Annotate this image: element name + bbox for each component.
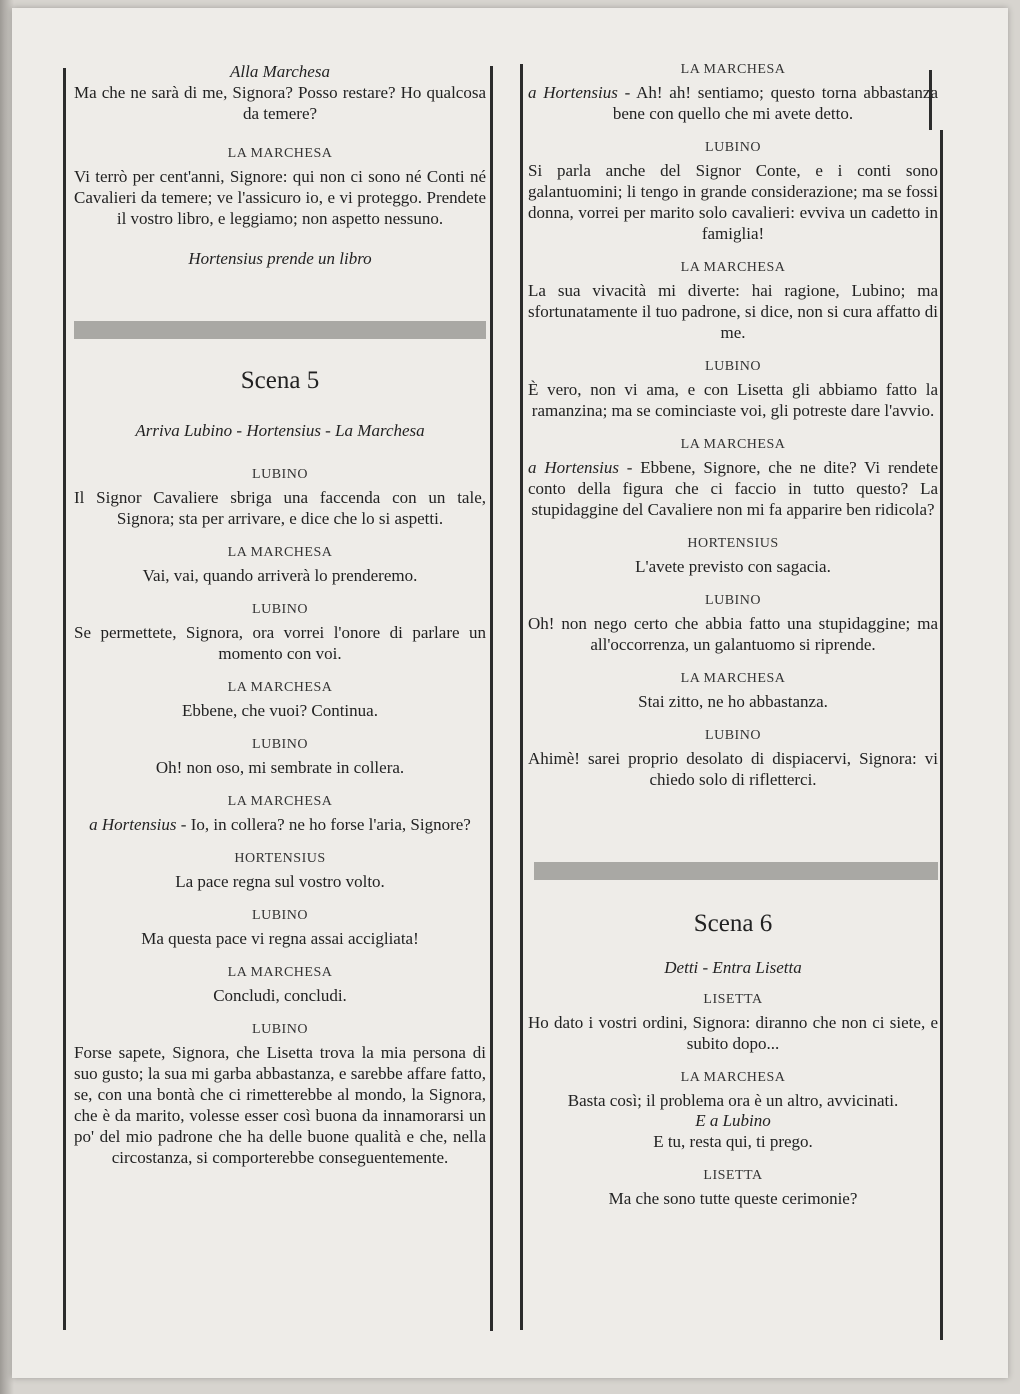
speaker-name: LISETTA: [703, 992, 763, 1007]
dialogue-line: Oh! non nego certo che abbia fatto una stupidaggine; ma all'occorrenza, un galantuomo si riprende.: [528, 614, 938, 654]
scene-divider-band: [74, 321, 486, 339]
scene-characters: Arriva Lubino - Hortensius - La Marchesa: [135, 421, 425, 440]
speaker-name: LA MARCHESA: [227, 146, 333, 161]
dialogue-text: - Ebbene, Signore, che ne dite? Vi rendete conto della figura che ci faccio in tutto questo? La stupidaggine del Cavaliere non mi fa apparire ben ridicola?: [528, 458, 938, 519]
stage-direction: Hortensius prende un libro: [188, 249, 372, 268]
speaker-name: LA MARCHESA: [680, 1070, 786, 1085]
speaker-name: LA MARCHESA: [680, 437, 786, 452]
dialogue-line: Oh! non oso, mi sembrate in collera.: [155, 758, 405, 777]
scene-characters: Detti - Entra Lisetta: [664, 958, 802, 977]
stage-direction: Alla Marchesa: [230, 62, 330, 81]
dialogue-line: Ahimè! sarei proprio desolato di dispiacervi, Signora: vi chiedo solo di rifletterci.: [528, 749, 938, 789]
dialogue-line: Ebbene, che vuoi? Continua.: [182, 701, 378, 720]
aside-direction: a Hortensius: [528, 83, 618, 102]
left-column: [74, 62, 486, 1184]
speaker-name: LUBINO: [252, 737, 308, 752]
dialogue-line: Concludi, concludi.: [213, 986, 347, 1005]
aside-direction: E a Lubino: [695, 1111, 771, 1130]
speaker-name: LA MARCHESA: [227, 680, 333, 695]
dialogue-line: Ho dato i vostri ordini, Signora: diranno che non ci siete, e subito dopo...: [528, 1013, 938, 1053]
speaker-name: LISETTA: [703, 1168, 763, 1183]
aside-direction: a Hortensius: [528, 458, 619, 477]
dialogue-line: Basta così; il problema ora è un altro, avvicinati.: [567, 1091, 899, 1110]
speaker-name: HORTENSIUS: [687, 536, 779, 551]
dialogue-text: - Ah! ah! sentiamo; questo torna abbastanza bene con quello che mi avete detto.: [612, 83, 938, 123]
dialogue-line: Il Signor Cavaliere sbriga una faccenda con un tale, Signora; sta per arrivare, e dice che lo si aspetti.: [74, 488, 486, 528]
scene-title: Scena 6: [693, 910, 773, 937]
dialogue-line: Forse sapete, Signora, che Lisetta trova la mia persona di suo gusto; la sua mi garba abbastanza, e sarebbe affare fatto, se, con una bontà che ci rimetterebbe al mondo, la Signora, che è da marito, volesse esser così buona da innamorarsi un po' del mio padrone che ha delle buone qualità e che, nella circostanza, si comporterebbe conseguentemente.: [74, 1043, 486, 1167]
dialogue-line: Vai, vai, quando arriverà lo prenderemo.: [142, 566, 418, 585]
dialogue-line: Se permettete, Signora, ora vorrei l'onore di parlare un momento con voi.: [74, 623, 486, 663]
speaker-name: LA MARCHESA: [227, 965, 333, 980]
speaker-name: LA MARCHESA: [227, 794, 333, 809]
speaker-name: LUBINO: [252, 467, 308, 482]
dialogue-line: [528, 457, 938, 520]
scene-divider-band: [534, 862, 938, 880]
dialogue-line: [74, 814, 486, 835]
speaker-name: LA MARCHESA: [680, 671, 786, 686]
speaker-name: LUBINO: [705, 140, 761, 155]
dialogue-line: La pace regna sul vostro volto.: [175, 872, 385, 891]
dialogue-line: Ma che sono tutte queste cerimonie?: [608, 1189, 858, 1208]
right-column-rule-right: [940, 130, 943, 1340]
aside-direction: a Hortensius: [89, 815, 177, 834]
dialogue-line: Ma questa pace vi regna assai accigliata!: [141, 929, 419, 948]
speaker-name: LUBINO: [705, 728, 761, 743]
speaker-name: LA MARCHESA: [680, 260, 786, 275]
speaker-name: LUBINO: [252, 602, 308, 617]
speaker-name: HORTENSIUS: [234, 851, 326, 866]
scene-title: Scena 5: [240, 367, 320, 394]
dialogue-line: L'avete previsto con sagacia.: [635, 557, 831, 576]
speaker-name: LA MARCHESA: [227, 545, 333, 560]
right-column: [528, 62, 938, 1225]
speaker-name: LUBINO: [252, 1022, 308, 1037]
dialogue-line: È vero, non vi ama, e con Lisetta gli abbiamo fatto la ramanzina; ma se cominciaste voi, gli potreste dare l'avvio.: [528, 380, 938, 420]
left-column-rule-left: [63, 68, 66, 1330]
dialogue-line: La sua vivacità mi diverte: hai ragione, Lubino; ma sfortunatamente il tuo padrone, si dice, non si cura affatto di me.: [528, 281, 938, 342]
dialogue-text: - Io, in collera? ne ho forse l'aria, Signore?: [176, 815, 471, 834]
speaker-name: LUBINO: [705, 593, 761, 608]
left-column-rule-right: [490, 66, 493, 1331]
dialogue-line: Stai zitto, ne ho abbastanza.: [638, 692, 828, 711]
speaker-name: LUBINO: [252, 908, 308, 923]
right-column-rule-left: [520, 64, 523, 1330]
dialogue-line: Vi terrò per cent'anni, Signore: qui non ci sono né Conti né Cavalieri da temere; ve l'assicuro io, e vi proteggo. Prendete il vostro libro, e leggiamo; non aspetto nessuno.: [74, 167, 486, 228]
dialogue-line: Ma che ne sarà di me, Signora? Posso restare? Ho qualcosa da temere?: [74, 83, 486, 123]
speaker-name: LA MARCHESA: [680, 62, 786, 77]
dialogue-line: E tu, resta qui, ti prego.: [653, 1132, 813, 1151]
dialogue-line: [528, 82, 938, 124]
dialogue-line: Si parla anche del Signor Conte, e i conti sono galantuomini; li tengo in grande considerazione; ma se fossi donna, vorrei per marito solo cavalieri: evviva un cadetto in famiglia!: [528, 161, 938, 243]
speaker-name: LUBINO: [705, 359, 761, 374]
